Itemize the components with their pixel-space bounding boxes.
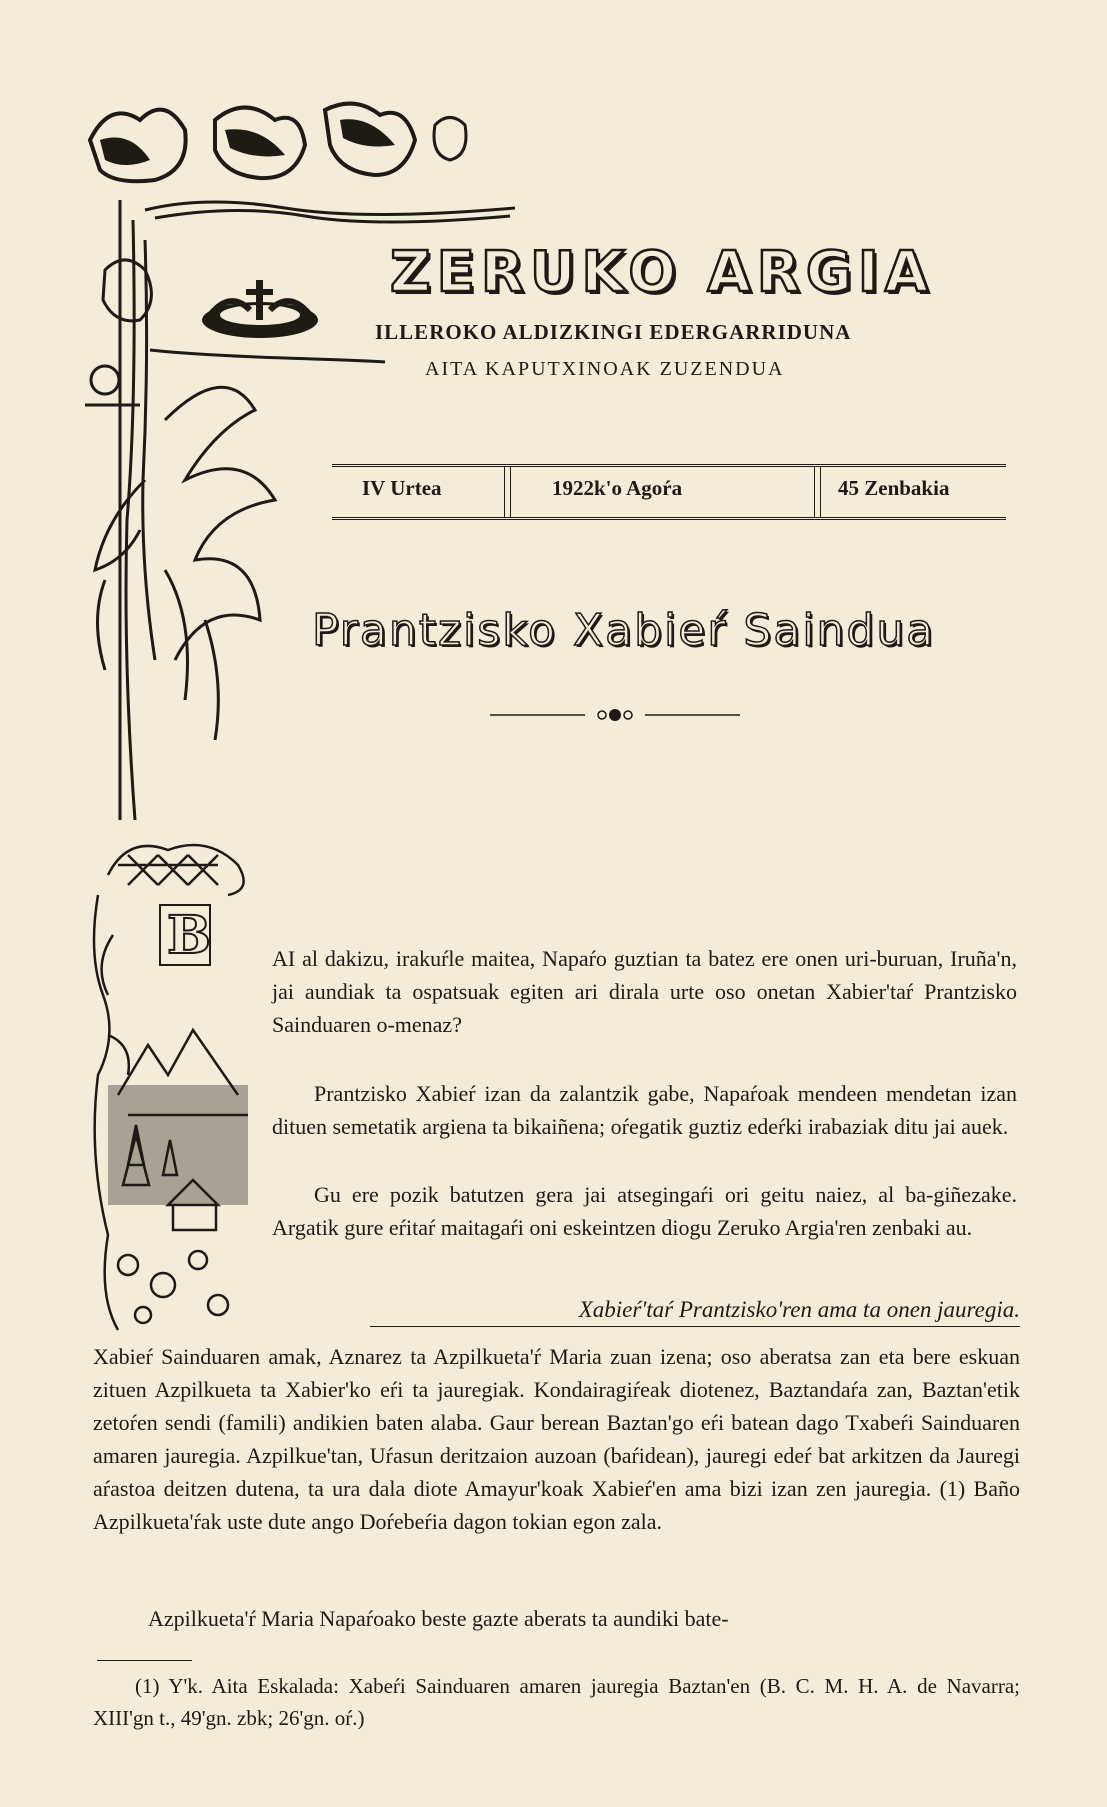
magazine-editors: AITA KAPUTXINOAK ZUZENDUA: [425, 358, 785, 380]
capuchin-emblem-icon: [202, 280, 318, 338]
footnote-rule: [97, 1660, 192, 1661]
article-title: Prantzisko Xabieŕ Saindua: [312, 605, 936, 656]
issue-info-bar: [332, 464, 1006, 520]
ornamental-divider-icon: [490, 705, 740, 725]
magazine-title: ZERUKO ARGIA: [390, 240, 935, 305]
article-paragraph-1: AI al dakizu, irakuŕle maitea, Napaŕo guztian ta batez ere onen uri-buruan, Iruña'n, jai aundiak ta ospatsuak egiten ari dirala urte oso onetan Xabier'taŕ Prantzisko Sainduaren o-menaz?: [272, 946, 1017, 1037]
drop-cap-letter: B: [167, 905, 211, 966]
article-paragraph-2: Prantzisko Xabieŕ izan da zalantzik gabe, Napaŕoak mendeen mendetan izan dituen semetatik argiena ta bikaiñena; oŕegatik guztiz edeŕki irabaziak ditu jai auek.: [272, 1081, 1017, 1139]
article-paragraph-4: Xabieŕ Sainduaren amak, Aznarez ta Azpilkueta'ŕ Maria zuan izena; oso aberatsa zan eta bere eskuan zituen Azpilkueta ta Xabier'ko eŕi ta jauregiak. Kondairagiŕeak diotenez, Baztandaŕa zan, Baztan'etik zetoŕen sendi (famili) andikien baten alaba. Gaur berean Baztan'go eŕi batean dago Txabeŕi Sainduaren amaren jauregia. Azpilkue'tan, Uŕasun deritzaion auzoan (baŕidean), jauregi edeŕ bat arkitzen da Jauregi aŕastoa deitzen dutena, ta ura dala diote Amayur'koak Xabieŕ'en ama bizi izan zen jauregia. (1) Baño Azpilkueta'ŕak uste dute ango Doŕebeŕia dagon tokian egon zala.: [93, 1344, 1020, 1534]
issue-date: 1922k'o Agoŕa: [552, 476, 683, 500]
issue-number: 45 Zenbakia: [838, 476, 950, 500]
issue-year: IV Urtea: [362, 476, 442, 500]
section-heading: Xabieŕ'taŕ Prantzisko'ren ama ta onen jauregia.: [370, 1297, 1020, 1327]
footnote: (1) Y'k. Aita Eskalada: Xabeŕi Sainduaren amaren jauregia Baztan'en (B. C. M. H. A. de Navarra; XIII'gn t., 49'gn. zbk; 26'gn. oŕ.): [93, 1674, 1020, 1730]
article-paragraph-3: Gu ere pozik batutzen gera jai atsegingaŕi ori geitu naiez, al ba-giñezake. Argatik gure eŕitaŕ maitagaŕi oni eskeintzen diogu Zeruko Argia'ren zenbaki au.: [272, 1182, 1017, 1240]
divider: [504, 467, 511, 517]
article-paragraph-5: Azpilkueta'ŕ Maria Napaŕoako beste gazte aberats ta aundiki bate-: [148, 1606, 729, 1631]
divider: [814, 467, 821, 517]
magazine-subtitle: ILLEROKO ALDIZKINGI EDERGARRIDUNA: [375, 320, 852, 344]
